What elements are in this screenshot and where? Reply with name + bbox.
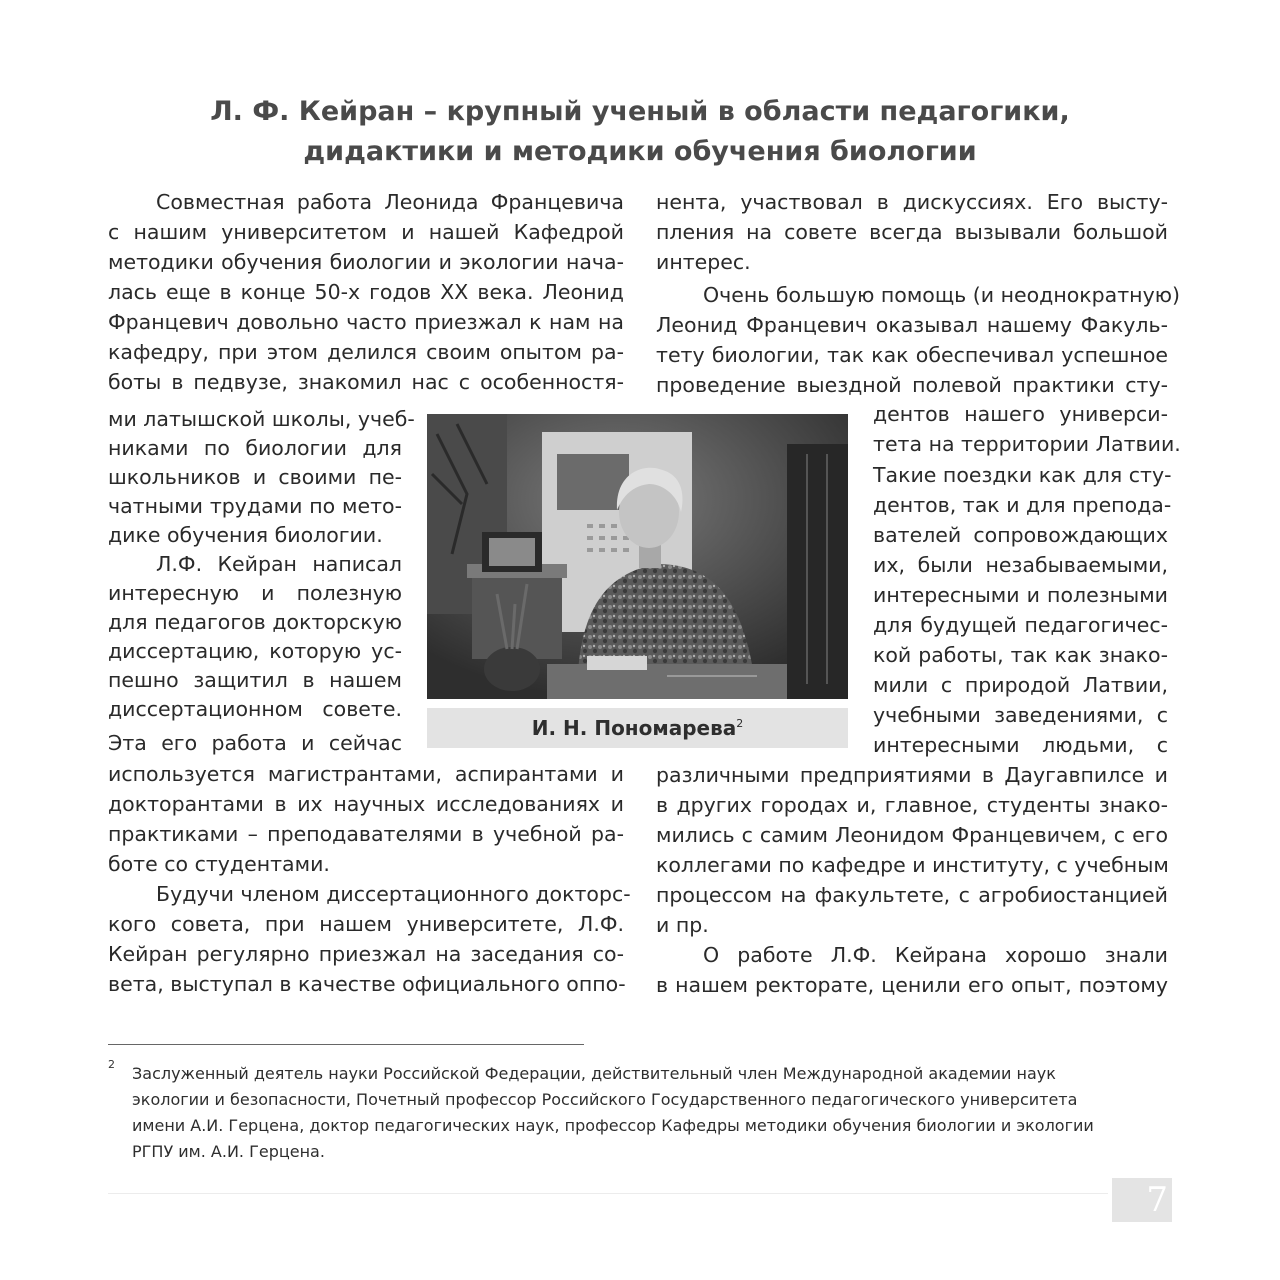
photo-caption [427,708,848,748]
footnote-separator [108,1044,584,1045]
text-line: диссертационном совете. [108,697,402,721]
text-line: Кейран регулярно приезжал на заседания со- [108,942,624,966]
text-line: никами по биологии для [108,436,402,460]
text-line: боте со студентами. [108,852,330,876]
text-line: дентов нашего универси- [873,402,1168,426]
text-line: Эта его работа и сейчас [108,731,402,755]
footnote-marker: 2 [108,1058,115,1071]
text-line: в нашем ректорате, ценили его опыт, поэтому [656,973,1168,997]
text-line: проведение выездной полевой практики сту- [656,373,1168,397]
text-line: мились с самим Леонидом Францевичем, с его [656,823,1168,847]
footnote-line: экологии и безопасности, Почетный профессор Российского Государственного педагогического университета [132,1090,1078,1109]
text-line: школьников и своими пе- [108,465,402,489]
text-line: пления на совете всегда вызывали большой [656,220,1168,244]
article-title-line-2: дидактики и методики обучения биологии [303,136,977,167]
text-line: вателей сопровождающих [873,523,1168,547]
text-line: О работе Л.Ф. Кейрана хорошо знали [703,943,1168,967]
text-line: тета на территории Латвии. [873,432,1181,456]
text-line: различными предприятиями в Даугавпилсе и [656,763,1168,787]
portrait-photo-illustration [427,414,848,699]
text-line: используется магистрантами, аспирантами и [108,762,624,786]
text-line: кой работы, так как знако- [873,643,1168,667]
text-line: ми латышской школы, учеб- [108,407,415,431]
text-line: кого совета, при нашем университете, Л.Ф. [108,912,624,936]
text-line: нента, участвовал в дискуссиях. Его высту- [656,190,1168,214]
text-line: лась еще в конце 50-х годов XX века. Леонид [108,280,624,304]
text-line: вета, выступал в качестве официального оппо- [108,972,626,996]
article-title [108,92,1172,172]
portrait-photo [427,414,848,699]
text-line: для педагогов докторскую [108,610,402,634]
text-line: процессом на факультете, с агробиостанцией [656,883,1168,907]
text-line: практиками – преподавателями в учебной ра- [108,822,624,846]
text-line: дентов, так и для препода- [873,493,1172,517]
text-line: Л.Ф. Кейран написал [156,552,402,576]
footnote-line: РГПУ им. А.И. Герцена. [132,1142,325,1161]
footnote-reference[interactable]: 2 [736,717,744,730]
footnote-line: имени А.И. Герцена, доктор педагогических наук, профессор Кафедры методики обучения биологии и экологии [132,1116,1094,1135]
text-line: Совместная работа Леонида Францевича [156,190,624,214]
text-line: их, были незабываемыми, [873,553,1168,577]
text-line: Леонид Францевич оказывал нашему Факуль- [656,313,1168,337]
text-line: интересную и полезную [108,581,402,605]
text-line: коллегами по кафедре и институту, с учебным [656,853,1169,877]
text-line: интерес. [656,250,751,274]
text-line: в других городах и, главное, студенты знако- [656,793,1168,817]
text-line: интересными и полезными [873,583,1168,607]
page-number: 7 [1112,1178,1172,1222]
text-line: мили с природой Латвии, [873,673,1168,697]
text-line: интересными людьми, с [873,733,1168,757]
text-line: тету биологии, так как обеспечивал успешное [656,343,1168,367]
text-line: и пр. [656,913,709,937]
footer-divider [108,1193,1108,1194]
footnote-line: Заслуженный деятель науки Российской Федерации, действительный член Международной академии наук [132,1064,1056,1083]
text-line: дике обучения биологии. [108,523,383,547]
text-line: кафедру, при этом делился своим опытом ра- [108,340,624,364]
text-line: Такие поездки как для сту- [873,463,1172,487]
text-line: методики обучения биологии и экологии нача- [108,250,624,274]
text-line: Очень большую помощь (и неоднократную) [703,283,1180,307]
photo-caption-name: И. Н. Пономарева [531,716,737,740]
text-line: докторантами в их научных исследованиях и [108,792,624,816]
text-line: боты в педвузе, знакомил нас с особенностя- [108,370,624,394]
text-line: для будущей педагогичес- [873,613,1168,637]
text-line: с нашим университетом и нашей Кафедрой [108,220,624,244]
text-line: учебными заведениями, с [873,703,1168,727]
text-line: чатными трудами по мето- [108,494,402,518]
article-title-line-1: Л. Ф. Кейран – крупный ученый в области педагогики, [210,96,1070,127]
text-line: Францевич довольно часто приезжал к нам на [108,310,624,334]
text-line: Будучи членом диссертационного докторс- [156,882,631,906]
text-line: пешно защитил в нашем [108,668,402,692]
text-line: диссертацию, которую ус- [108,639,402,663]
